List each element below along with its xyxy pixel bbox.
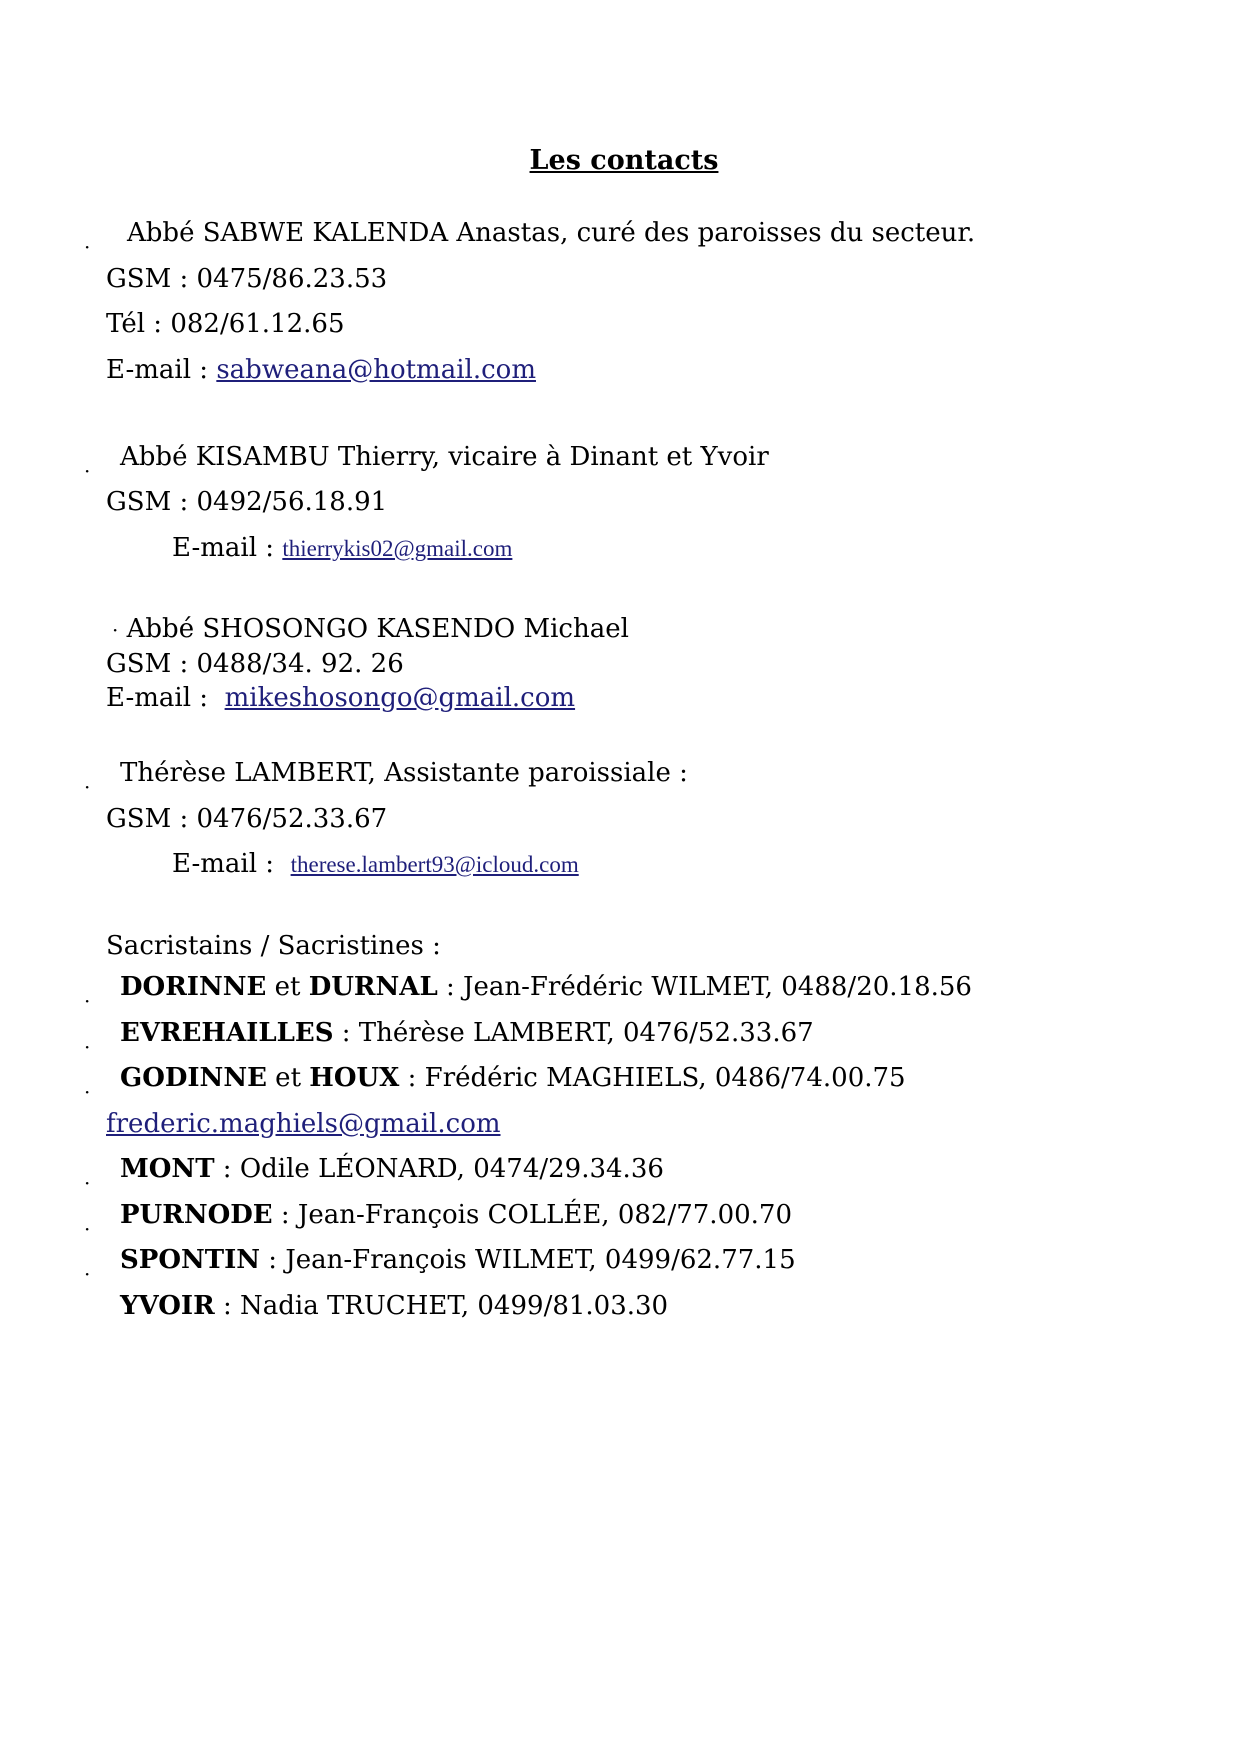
email-link[interactable]: sabweana@hotmail.com: [216, 355, 536, 385]
bullet: ·: [84, 459, 91, 483]
place-name: PURNODE: [120, 1200, 273, 1230]
email-link[interactable]: therese.lambert93@icloud.com: [290, 852, 579, 877]
contact-email-row: [172, 849, 579, 880]
bullet: ·: [84, 1217, 91, 1241]
sacristain-detail: : Jean-François WILMET, 0499/62.77.15: [260, 1245, 796, 1275]
sacristains-heading: Sacristains / Sacristines :: [106, 931, 441, 961]
place-name: DORINNE: [120, 972, 267, 1002]
email-label: E-mail :: [106, 683, 217, 713]
contact-name: Thérèse LAMBERT, Assistante paroissiale :: [120, 758, 688, 788]
joiner: et: [266, 972, 309, 1002]
contact-name-row: [112, 614, 629, 645]
sacristain-email-row: [106, 1109, 501, 1139]
contact-gsm: GSM : 0492/56.18.91: [106, 487, 388, 517]
place-name: DURNAL: [308, 972, 438, 1002]
sacristain-row: [120, 972, 972, 1002]
bullet: ·: [84, 1035, 91, 1059]
sacristain-row: [120, 1200, 792, 1230]
sacristain-detail: : Jean-François COLLÉE, 082/77.00.70: [272, 1200, 793, 1230]
sacristain-row: [120, 1018, 814, 1048]
contact-gsm: GSM : 0476/52.33.67: [106, 804, 388, 834]
place-name: HOUX: [309, 1063, 400, 1093]
contact-email-row: [106, 683, 575, 713]
email-link[interactable]: thierrykis02@gmail.com: [282, 536, 513, 561]
place-name: YVOIR: [120, 1291, 215, 1321]
email-link[interactable]: frederic.maghiels@gmail.com: [106, 1109, 501, 1139]
bullet: ·: [84, 1171, 91, 1195]
sacristain-detail: : Odile LÉONARD, 0474/29.34.36: [214, 1154, 664, 1184]
sacristain-detail: : Jean-Frédéric WILMET, 0488/20.18.56: [437, 972, 972, 1002]
sacristain-row: [120, 1245, 796, 1275]
sacristain-detail: : Thérèse LAMBERT, 0476/52.33.67: [333, 1018, 814, 1048]
contact-name: Abbé SABWE KALENDA Anastas, curé des paroisses du secteur.: [127, 218, 976, 248]
page-title: Les contacts: [529, 145, 719, 176]
bullet: ·: [112, 618, 119, 642]
sacristain-row: [120, 1154, 664, 1184]
place-name: GODINNE: [120, 1063, 267, 1093]
place-name: MONT: [120, 1154, 215, 1184]
sacristain-row: [120, 1063, 906, 1093]
joiner: et: [266, 1063, 310, 1093]
contact-email-row: [106, 355, 536, 385]
bullet: ·: [84, 235, 91, 259]
bullet: ·: [84, 1262, 91, 1286]
bullet: ·: [84, 989, 91, 1013]
bullet: ·: [84, 1080, 91, 1104]
contact-name: Abbé KISAMBU Thierry, vicaire à Dinant et Yvoir: [120, 442, 769, 472]
email-label: E-mail :: [106, 355, 217, 385]
contact-name: Abbé SHOSONGO KASENDO Michael: [126, 614, 629, 644]
place-name: SPONTIN: [120, 1245, 261, 1275]
contact-tel: Tél : 082/61.12.65: [106, 309, 345, 339]
place-name: EVREHAILLES: [120, 1018, 334, 1048]
email-label: E-mail :: [172, 533, 283, 563]
email-link[interactable]: mikeshosongo@gmail.com: [224, 683, 576, 713]
bullet: ·: [84, 775, 91, 799]
sacristain-row: [120, 1291, 668, 1321]
contact-email-row: [172, 533, 512, 564]
sacristain-detail: : Frédéric MAGHIELS, 0486/74.00.75: [399, 1063, 906, 1093]
sacristain-detail: : Nadia TRUCHET, 0499/81.03.30: [214, 1291, 669, 1321]
contact-gsm: GSM : 0488/34. 92. 26: [106, 649, 404, 679]
contact-gsm: GSM : 0475/86.23.53: [106, 264, 388, 294]
email-label: E-mail :: [172, 849, 283, 879]
